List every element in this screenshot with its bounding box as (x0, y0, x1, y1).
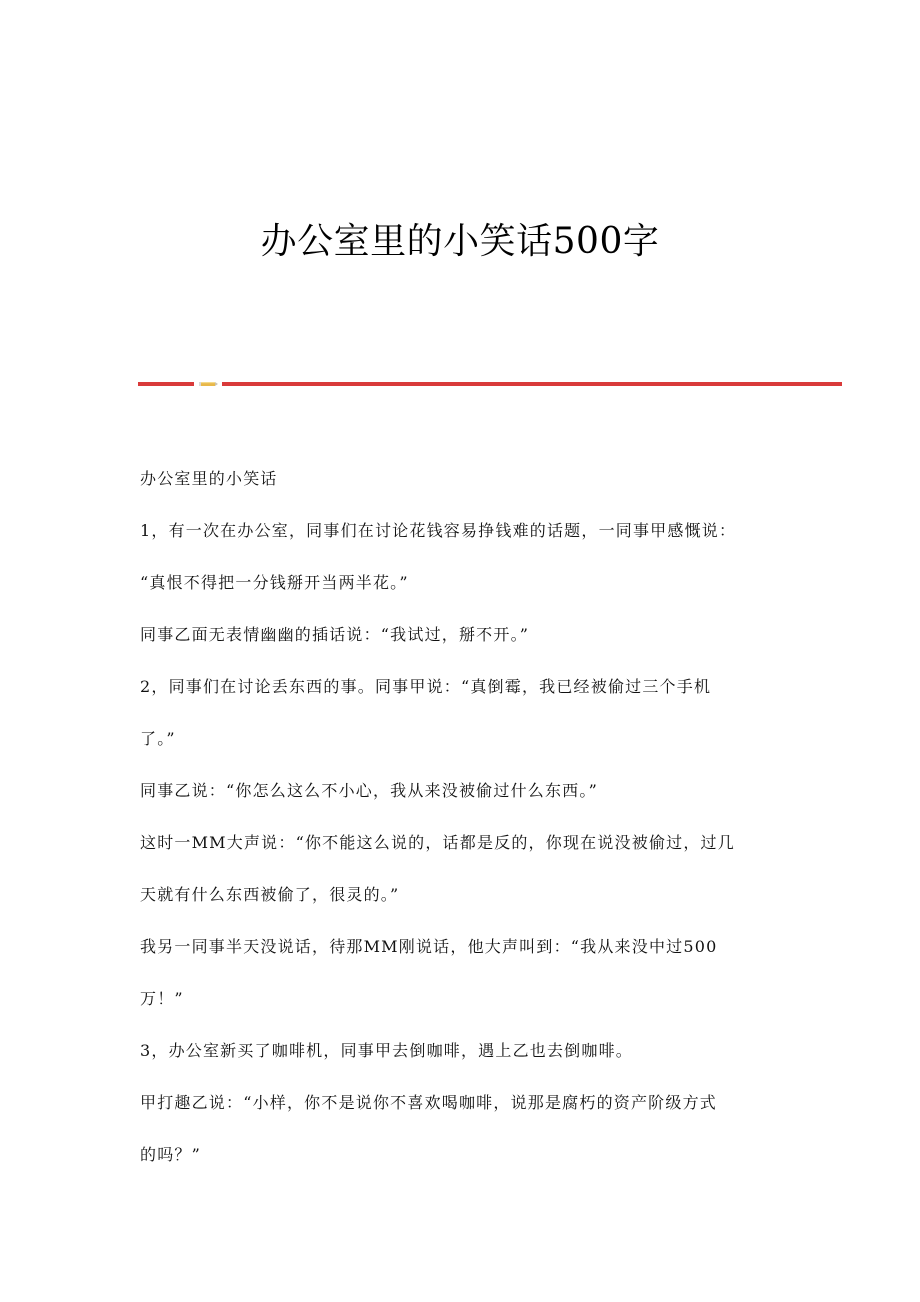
paragraph-line: 同事乙说：“你怎么这么不小心，我从来没被偷过什么东西。” (140, 781, 598, 800)
paragraph-6 (140, 934, 790, 1012)
paragraph-line: 了。” (140, 729, 176, 748)
paragraph-line: 2，同事们在讨论丢东西的事。同事甲说：“真倒霉，我已经被偷过三个手机 (140, 677, 712, 696)
paragraph-line: 万！” (140, 989, 184, 1008)
article-body (140, 466, 790, 1194)
paragraph-8 (140, 1090, 790, 1168)
page-title: 办公室里的小笑话500字 (260, 221, 660, 262)
paragraph-line: 我另一同事半天没说话，待那MM刚说话，他大声叫到：“我从来没中过500 (140, 937, 718, 956)
paragraph-5 (140, 830, 790, 908)
paragraph-line: 1，有一次在办公室，同事们在讨论花钱容易挣钱难的话题，一同事甲感慨说： (140, 521, 737, 540)
paragraph-3 (140, 674, 790, 752)
divider-line-left (138, 382, 194, 386)
paragraph-line: 同事乙面无表情幽幽的插话说：“我试过，掰不开。” (140, 625, 530, 644)
paragraph-line: 甲打趣乙说：“小样，你不是说你不喜欢喝咖啡，说那是腐朽的资产阶级方式 (140, 1093, 717, 1112)
paragraph-line: 天就有什么东西被偷了，很灵的。” (140, 885, 400, 904)
section-heading: 办公室里的小笑话 (140, 469, 278, 488)
paragraph-line: 这时一MM大声说：“你不能这么说的，话都是反的，你现在说没被偷过，过几 (140, 833, 735, 852)
paragraph-line: “真恨不得把一分钱掰开当两半花。” (140, 573, 409, 592)
pencil-ornament-icon (198, 380, 218, 388)
paragraph-2 (140, 622, 790, 648)
paragraph-4 (140, 778, 790, 804)
paragraph-line: 的吗？” (140, 1145, 201, 1164)
paragraph-7 (140, 1038, 790, 1064)
title-divider (138, 380, 842, 390)
paragraph-line: 3，办公室新买了咖啡机，同事甲去倒咖啡，遇上乙也去倒咖啡。 (140, 1041, 633, 1060)
divider-line-right (222, 382, 842, 386)
paragraph-1 (140, 518, 790, 596)
